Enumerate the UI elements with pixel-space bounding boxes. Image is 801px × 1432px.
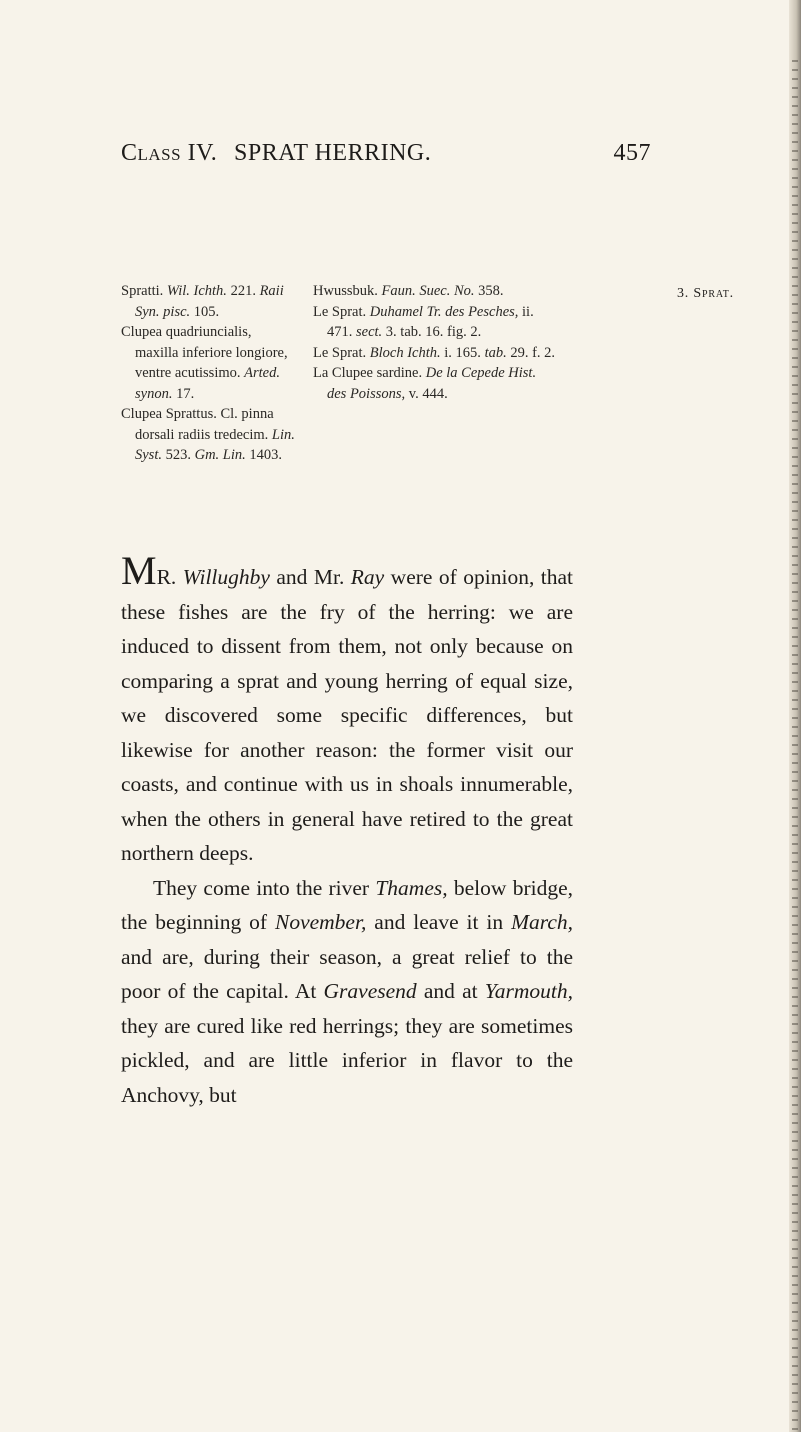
synonym-entry: Clupea Sprattus. Cl. pinna dorsali radiis tredecim. Lin. Syst. 523. Gm. Lin. 1403. — [121, 406, 295, 463]
synonym-entry: Clupea quadriuncialis, maxilla inferiore longiore, ventre acutissimo. Arted. synon. 17. — [121, 324, 288, 402]
synonym-entry: La Clupee sardine. De la Cepede Hist. des Poissons, v. 444. — [313, 365, 537, 402]
margin-note: 3. Sprat. — [677, 286, 734, 301]
page-edge-texture — [792, 60, 798, 1430]
synonym-entry: Hwussbuk. Faun. Suec. No. 358. — [313, 283, 504, 299]
synonyms-right-column — [313, 281, 559, 404]
page-title: SPRAT HERRING. — [234, 140, 432, 166]
synonym-entry: Spratti. Wil. Ichth. 221. Raii Syn. pisc. 105. — [121, 283, 284, 320]
drop-cap: M — [121, 548, 157, 593]
running-header — [121, 136, 651, 180]
synonym-entry: Le Sprat. Duhamel Tr. des Pesches, ii. 471. sect. 3. tab. 16. fig. 2. — [313, 303, 534, 340]
synonym-entry: Le Sprat. Bloch Ichth. i. 165. tab. 29. f. 2. — [313, 344, 556, 361]
synonyms-left-column — [121, 281, 296, 466]
paragraph: MR. Willughby and Mr. Ray were of opinion, that these fishes are the fry of the herring: we are induced to dissent from them, not only because on comparing a sprat and young herring of equal size, we discovered some specific differences, but likewise for another reason: the former visit our coasts, and continue with us in shoals innumerable, when the others in general have retired to the great northern deeps. — [121, 548, 574, 865]
class-label: Class IV. — [121, 140, 218, 166]
paragraph: They come into the river Thames, below bridge, the beginning of November, and leave it in March, and are, during their season, a great relief to the poor of the capital. At Gravesend and at Yarmouth, they are cured like red herrings; they are sometimes pickled, and are little inferior in flavor to the Anchovy, but — [121, 875, 574, 1107]
page-number: 457 — [613, 140, 651, 166]
body-text — [121, 548, 574, 1112]
